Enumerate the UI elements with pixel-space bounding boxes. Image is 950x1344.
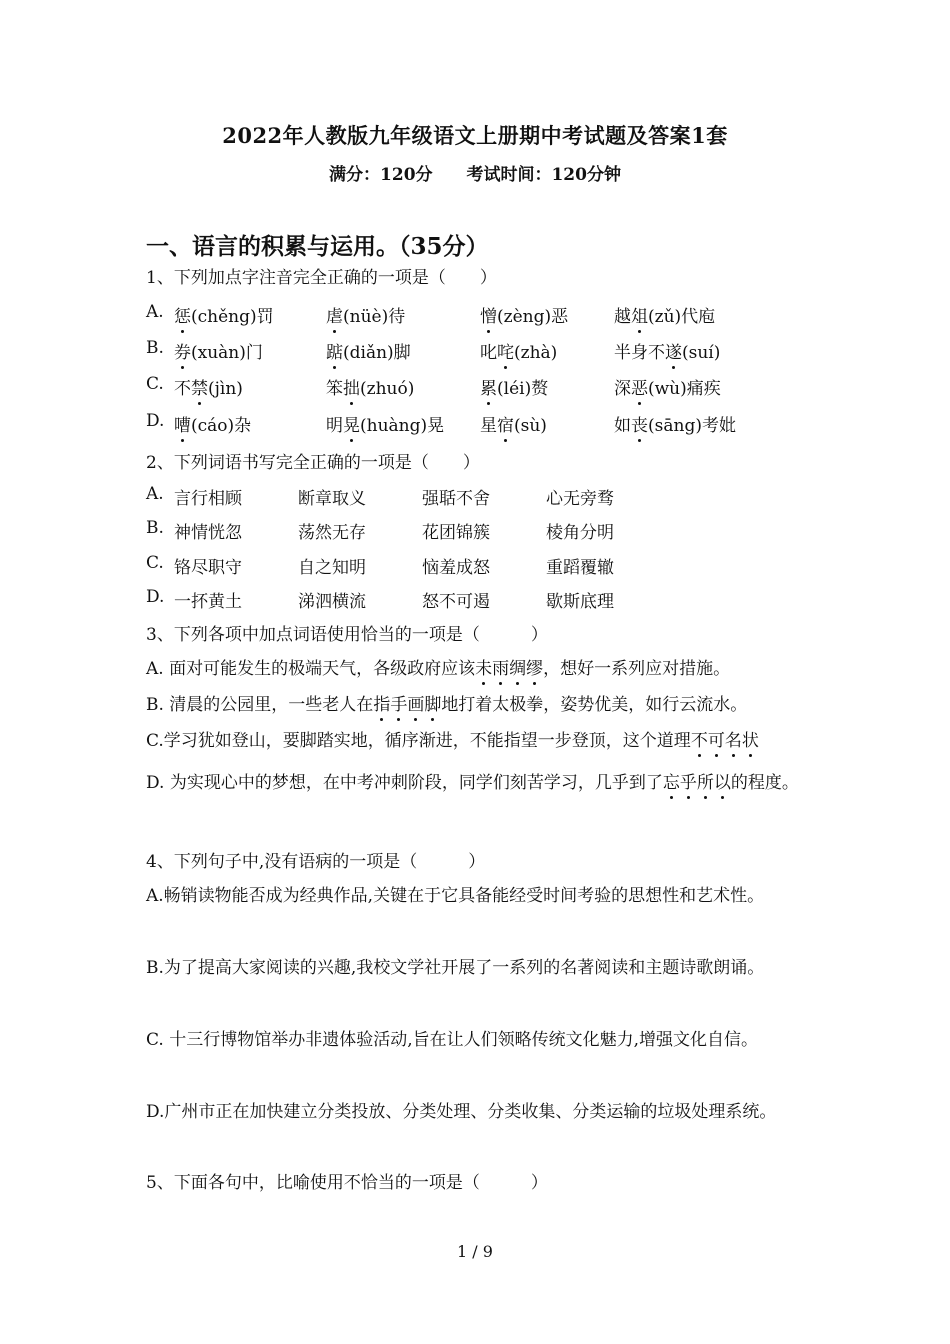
q1-option-item — [480, 374, 548, 399]
item-prefix: 不 — [174, 379, 191, 399]
dotted-phrase — [475, 659, 543, 679]
dotted-character: 名 — [724, 731, 742, 751]
item-reading: (zèng)恶 — [497, 307, 569, 327]
item-reading: (zǔ)代庖 — [648, 307, 716, 327]
item-reading: (suí) — [682, 343, 721, 363]
dotted-character: 券 — [174, 343, 191, 363]
dotted-character: 雨 — [492, 659, 510, 679]
q2-stem: 2、下列词语书写完全正确的一项是（ ） — [146, 453, 480, 473]
q3-option — [146, 656, 730, 682]
q4-option-c: C. 十三行博物馆举办非遗体验活动,旨在让人们领略传统文化魅力,增强文化自信。 — [146, 1030, 759, 1050]
option-text: A. 面对可能发生的极端天气，各级政府应该 — [146, 659, 476, 679]
dotted-character: 以 — [713, 773, 731, 793]
q5-stem: 5、下面各句中，比喻使用不恰当的一项是（ ） — [146, 1173, 548, 1193]
q2-word: 一抔黄土 — [174, 592, 242, 612]
q2-word: 断章取义 — [298, 489, 366, 509]
q2-word: 怒不可遏 — [422, 592, 490, 612]
q2-word: 强聒不舍 — [422, 489, 490, 509]
q2-word: 铬尽职守 — [174, 558, 242, 578]
item-prefix: 越 — [614, 307, 631, 327]
dotted-character: 禁 — [191, 379, 208, 399]
q1-option-item — [174, 411, 251, 436]
dotted-character: 可 — [707, 731, 725, 751]
option-label: D. — [146, 411, 165, 431]
dotted-character: 恶 — [631, 379, 648, 399]
item-prefix: 半身不 — [614, 343, 665, 363]
dotted-character: 惩 — [174, 307, 191, 327]
item-prefix: 星 — [480, 416, 497, 436]
dotted-character: 踮 — [326, 343, 343, 363]
q2-word: 荡然无存 — [298, 523, 366, 543]
dotted-character: 画 — [407, 695, 425, 715]
q1-stem: 1、下列加点字注音完全正确的一项是（ ） — [146, 268, 497, 288]
item-reading: (jìn) — [208, 379, 243, 399]
option-label: B. — [146, 338, 164, 358]
option-text: D. 为实现心中的梦想，在中考冲刺阶段，同学们刻苦学习，几乎到了 — [146, 773, 663, 793]
q1-option-item — [480, 338, 557, 363]
dotted-phrase — [691, 731, 759, 751]
dotted-character: 憎 — [480, 307, 497, 327]
item-reading: (huàng)晃 — [360, 416, 445, 436]
option-text: ，想好一系列应对措施。 — [543, 659, 731, 679]
page-title: 2022年人教版九年级语文上册期中考试题及答案1套 — [222, 123, 728, 148]
option-label: C. — [146, 374, 164, 394]
full-score: 满分：120分 — [329, 165, 433, 185]
option-label: C. — [146, 553, 164, 573]
dotted-character: 拙 — [343, 379, 360, 399]
dotted-character: 脚 — [424, 695, 442, 715]
item-reading: (chěng)罚 — [191, 307, 274, 327]
dotted-character: 不 — [690, 731, 708, 751]
q3-option — [146, 764, 808, 802]
dotted-character: 俎 — [631, 307, 648, 327]
exam-info — [0, 160, 950, 185]
q4-option-a: A.畅销读物能否成为经典作品,关键在于它具备能经受时间考验的思想性和艺术性。 — [146, 886, 765, 906]
option-label: A. — [146, 302, 164, 322]
item-reading: (sù) — [514, 416, 547, 436]
dotted-character: 忘 — [662, 773, 680, 793]
q1-option-item — [174, 374, 243, 399]
dotted-phrase — [663, 773, 731, 793]
dotted-character: 未 — [475, 659, 493, 679]
q1-option-item — [326, 411, 444, 436]
option-label: A. — [146, 484, 164, 504]
dotted-character: 缪 — [526, 659, 544, 679]
item-reading: (wù)痛疾 — [648, 379, 721, 399]
dotted-character: 状 — [741, 731, 759, 751]
q4-option-b: B.为了提高大家阅读的兴趣,我校文学社开展了一系列的名著阅读和主题诗歌朗诵。 — [146, 958, 765, 978]
q2-word: 花团锦簇 — [422, 523, 490, 543]
q1-option-item — [614, 411, 736, 436]
q1-option-item — [614, 302, 715, 327]
item-prefix: 明 — [326, 416, 343, 436]
option-label: B. — [146, 518, 164, 538]
q2-word: 自之知明 — [298, 558, 366, 578]
q1-option-item — [480, 302, 568, 327]
dotted-character: 咤 — [497, 343, 514, 363]
q1-option-item — [174, 338, 263, 363]
q1-option-item — [326, 338, 411, 363]
dotted-character: 绸 — [509, 659, 527, 679]
dotted-character: 丧 — [631, 416, 648, 436]
item-reading: (cáo)杂 — [191, 416, 252, 436]
q4-stem: 4、下列句子中,没有语病的一项是（ ） — [146, 852, 486, 872]
dotted-character: 乎 — [679, 773, 697, 793]
q3-option — [146, 692, 747, 718]
dotted-character: 宿 — [497, 416, 514, 436]
q3-stem: 3、下列各项中加点词语使用恰当的一项是（ ） — [146, 625, 548, 645]
item-reading: (léi)赘 — [497, 379, 549, 399]
dotted-phrase — [373, 695, 441, 715]
q2-word: 神情恍忽 — [174, 523, 242, 543]
section-heading: 一、语言的积累与运用。（35分） — [146, 233, 489, 260]
option-text: 地打着太极拳，姿势优美，如行云流水。 — [441, 695, 748, 715]
q2-word: 棱角分明 — [546, 523, 614, 543]
item-reading: (diǎn)脚 — [343, 343, 411, 363]
exam-time: 考试时间：120分钟 — [466, 165, 621, 185]
item-reading: (sāng)考妣 — [648, 416, 736, 436]
item-prefix: 深 — [614, 379, 631, 399]
dotted-character: 虐 — [326, 307, 343, 327]
q1-option-item — [326, 374, 414, 399]
dotted-character: 遂 — [665, 343, 682, 363]
q2-word: 言行相顾 — [174, 489, 242, 509]
dotted-character: 所 — [696, 773, 714, 793]
dotted-character: 手 — [390, 695, 408, 715]
q1-option-item — [326, 302, 405, 327]
q2-word: 恼羞成怒 — [422, 558, 490, 578]
option-text: C.学习犹如登山，要脚踏实地，循序渐进，不能指望一步登顶，这个道理 — [146, 731, 691, 751]
page-number: 1 / 9 — [457, 1242, 493, 1261]
q4-option-d: D.广州市正在加快建立分类投放、分类处理、分类收集、分类运输的垃圾处理系统。 — [146, 1102, 777, 1122]
q2-word: 歇斯底理 — [546, 592, 614, 612]
item-reading: (nüè)待 — [343, 307, 406, 327]
item-reading: (xuàn)门 — [191, 343, 263, 363]
item-prefix: 如 — [614, 416, 631, 436]
option-label: D. — [146, 587, 165, 607]
q2-word: 涕泗横流 — [298, 592, 366, 612]
dotted-character: 累 — [480, 379, 497, 399]
q1-option-item — [614, 338, 720, 363]
option-text: 的程度。 — [730, 773, 799, 793]
dotted-character: 嘈 — [174, 416, 191, 436]
q2-word: 心无旁骛 — [546, 489, 614, 509]
dotted-character: 指 — [373, 695, 391, 715]
item-reading: (zhuó) — [360, 379, 415, 399]
item-reading: (zhà) — [514, 343, 558, 363]
q1-option-item — [614, 374, 721, 399]
q2-word: 重蹈覆辙 — [546, 558, 614, 578]
item-prefix: 笨 — [326, 379, 343, 399]
item-prefix: 叱 — [480, 343, 497, 363]
q1-option-item — [174, 302, 274, 327]
option-text: B. 清晨的公园里，一些老人在 — [146, 695, 374, 715]
dotted-character: 晃 — [343, 416, 360, 436]
q1-option-item — [480, 411, 547, 436]
q3-option — [146, 728, 759, 754]
